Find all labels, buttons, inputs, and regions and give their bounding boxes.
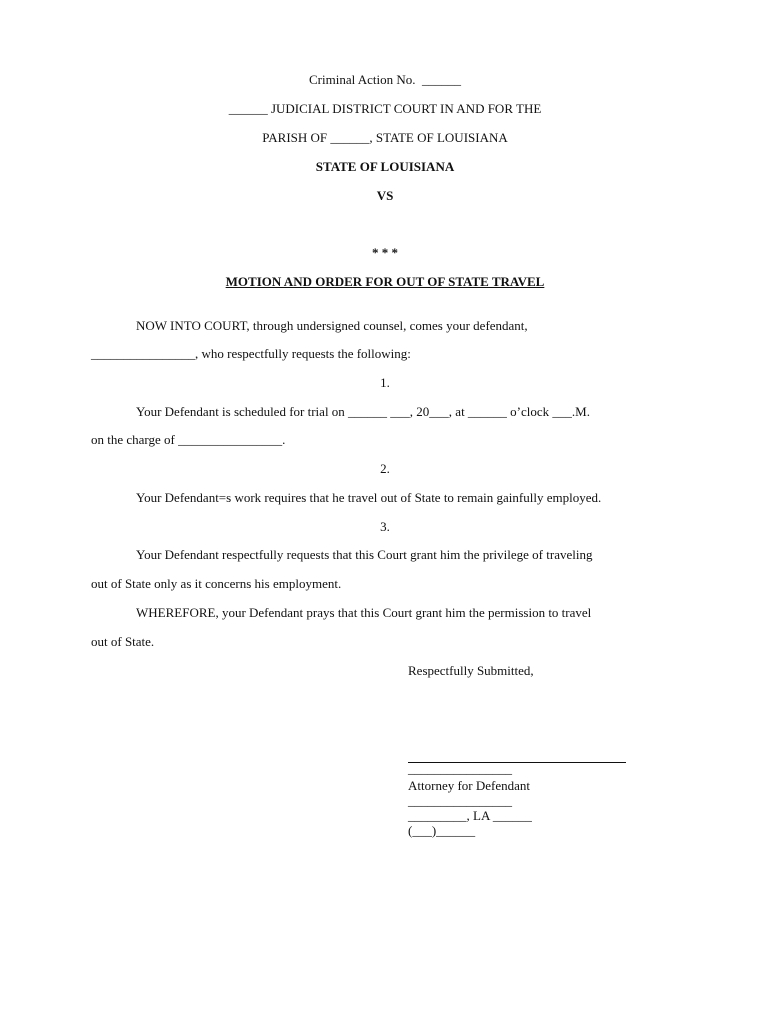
address-blank: ________________ xyxy=(408,793,512,808)
closing-salutation: Respectfully Submitted, xyxy=(408,663,534,678)
wherefore-line-2: out of State. xyxy=(91,634,155,649)
paragraph-3-line-1: Your Defendant respectfully requests that this Court grant him the privilege of traveling xyxy=(136,547,593,562)
paragraph-number-1: 1. xyxy=(380,375,390,390)
phone-line: (___)______ xyxy=(408,823,476,838)
attorney-name-blank: ________________ xyxy=(408,761,512,776)
paragraph-2-line-1: Your Defendant=s work requires that he travel out of State to remain gainfully employed. xyxy=(136,490,602,505)
parish-line: PARISH OF ______, STATE OF LOUISIANA xyxy=(262,130,508,145)
paragraph-1-line-2: on the charge of ________________. xyxy=(91,432,286,447)
paragraph-number-2: 2. xyxy=(380,461,390,476)
document-title: MOTION AND ORDER FOR OUT OF STATE TRAVEL xyxy=(225,274,545,289)
section-separator: * * * xyxy=(372,245,398,260)
city-state-zip-line: _________, LA ______ xyxy=(408,808,532,823)
wherefore-line-1: WHEREFORE, your Defendant prays that this Court grant him the permission to travel xyxy=(136,605,592,620)
paragraph-3-line-2: out of State only as it concerns his employment. xyxy=(91,576,342,591)
intro-paragraph-line-1: NOW INTO COURT, through undersigned counsel, comes your defendant, xyxy=(136,318,528,333)
plaintiff-name: STATE OF LOUISIANA xyxy=(315,159,455,174)
court-name-line: ______ JUDICIAL DISTRICT COURT IN AND FOR THE xyxy=(228,101,542,116)
versus-label: VS xyxy=(376,188,394,203)
attorney-role: Attorney for Defendant xyxy=(408,778,531,793)
paragraph-number-3: 3. xyxy=(380,519,390,534)
criminal-action-number: Criminal Action No. ______ xyxy=(308,72,462,87)
intro-paragraph-line-2: ________________, who respectfully requests the following: xyxy=(91,346,411,361)
paragraph-1-line-1: Your Defendant is scheduled for trial on ______ ___, 20___, at ______ o’clock ___.M. xyxy=(136,404,590,419)
